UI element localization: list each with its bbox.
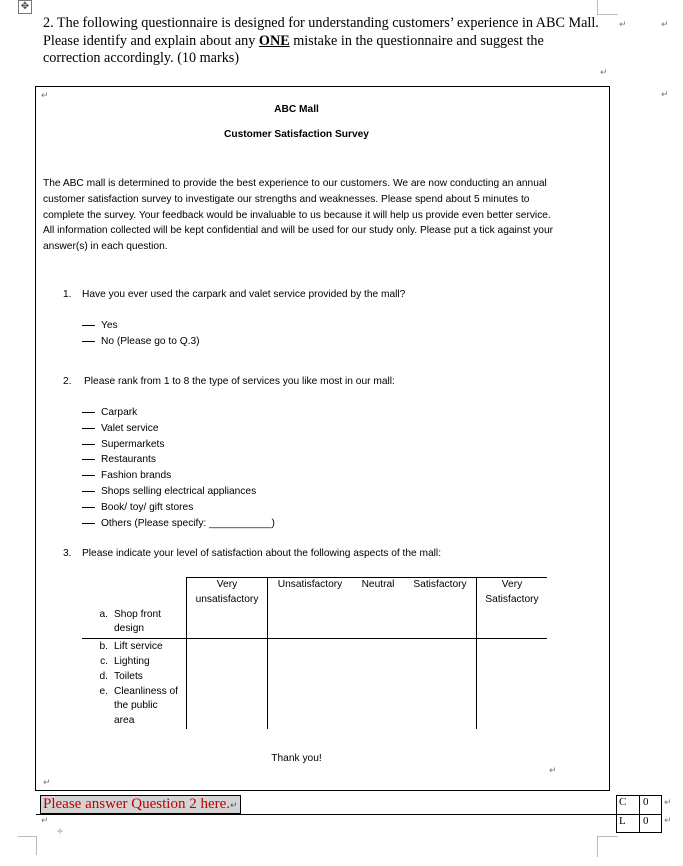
option-item[interactable]: No (Please go to Q.3) — [82, 334, 200, 350]
question-prefix: 2. The following questionnaire is designed for understanding customers’ experience in ABC Mall. Please identify and explain about any — [43, 15, 599, 49]
tick-blank[interactable] — [82, 325, 95, 326]
scale-header: Satisfactory — [404, 578, 477, 608]
aspect-cell: b. Lift service c. Lighting d. Toilets e. Cleanliness of the public area — [99, 641, 178, 727]
aspect-cell: a. Shop front design — [82, 608, 187, 639]
crop-mark-bottom-right — [597, 836, 618, 857]
q3-number: 3. — [63, 548, 72, 559]
option-item[interactable]: Carpark — [82, 405, 275, 421]
rank-blank[interactable] — [82, 507, 95, 508]
rating-cell[interactable] — [187, 639, 268, 729]
q2-text: Please rank from 1 to 8 the type of services you like most in our mall: — [84, 376, 395, 387]
margin-row-c: C 0 — [617, 796, 661, 815]
satisfaction-table — [82, 577, 547, 729]
margin-row-l: L 0 — [617, 815, 661, 833]
table-header-row — [82, 578, 547, 608]
rating-cell[interactable] — [352, 608, 404, 639]
rating-cell[interactable] — [268, 639, 353, 729]
rating-cell[interactable] — [187, 608, 268, 639]
scale-header: Very unsatisfactory — [187, 578, 268, 608]
table-row — [82, 639, 547, 729]
rank-blank[interactable] — [82, 491, 95, 492]
rating-cell[interactable] — [404, 608, 477, 639]
table-move-handle-icon[interactable]: ✥ — [18, 0, 32, 14]
q1-text: Have you ever used the carpark and valet service provided by the mall? — [82, 289, 406, 300]
table-corner-cell — [82, 578, 187, 608]
q1-options — [82, 318, 200, 350]
question-prompt — [43, 15, 603, 68]
paragraph-mark: ↵ — [619, 20, 627, 30]
closing-text: Thank you! — [271, 753, 322, 764]
tick-blank[interactable] — [82, 341, 95, 342]
rating-cell[interactable] — [268, 608, 353, 639]
scale-header: Neutral — [352, 578, 404, 608]
rank-blank[interactable] — [82, 412, 95, 413]
scale-header: Very Satisfactory — [477, 578, 548, 608]
crop-mark-bottom-left — [18, 836, 37, 855]
q2-options — [82, 405, 275, 531]
row-insert-icon[interactable]: + — [56, 824, 64, 838]
paragraph-mark: ↵ — [41, 816, 49, 826]
rank-blank[interactable] — [82, 475, 95, 476]
rating-cell[interactable] — [404, 639, 477, 729]
paragraph-mark: ↵ — [549, 766, 557, 776]
aspect-column-edge — [186, 712, 187, 726]
q1-number: 1. — [63, 289, 72, 300]
option-item[interactable]: Valet service — [82, 421, 275, 437]
option-item[interactable]: Fashion brands — [82, 468, 275, 484]
table-row — [82, 608, 547, 639]
paragraph-mark: ↵ — [600, 68, 608, 78]
rating-cell[interactable] — [477, 639, 548, 729]
paragraph-mark: ↵ — [661, 90, 669, 100]
option-item[interactable]: Others (Please specify: ___________) — [82, 516, 275, 532]
scale-header: Unsatisfactory — [268, 578, 353, 608]
option-item[interactable]: Shops selling electrical appliances — [82, 484, 275, 500]
option-item[interactable]: Book/ toy/ gift stores — [82, 500, 275, 516]
paragraph-mark: ↵ — [43, 778, 51, 788]
survey-title: Customer Satisfaction Survey — [224, 129, 369, 140]
paragraph-mark: ↵ — [41, 91, 49, 101]
rank-blank[interactable] — [82, 428, 95, 429]
rating-cell[interactable] — [352, 639, 404, 729]
option-item[interactable]: Supermarkets — [82, 437, 275, 453]
survey-org: ABC Mall — [274, 104, 319, 115]
margin-cells — [616, 795, 662, 833]
rating-cell[interactable] — [477, 608, 548, 639]
q3-text: Please indicate your level of satisfaction about the following aspects of the mall: — [82, 548, 442, 559]
question-suffix: mistake in the questionnaire and suggest the correction accordingly. (10 marks) — [43, 32, 544, 67]
rank-blank[interactable] — [82, 459, 95, 460]
answer-row-line — [36, 814, 616, 815]
survey-intro: The ABC mall is determined to provide the best experience to our customers. We are now conducting an annual customer satisfaction survey to investigate our strengths and weaknesses. Please spend about 5 minutes to complete the survey. Your feedback would be invaluable to us because it will help us provide even better service. All information collected will be kept confidential and will be used for our study only. Please put a tick against your answer(s) in each question. — [43, 178, 554, 253]
paragraph-mark: ↵ — [661, 20, 669, 30]
paragraph-mark: ↵ — [664, 816, 672, 826]
option-item[interactable]: Restaurants — [82, 452, 275, 468]
answer-field[interactable]: Please answer Question 2 here.↵ — [40, 795, 241, 814]
rank-blank[interactable] — [82, 523, 95, 524]
crop-mark-top-right — [597, 0, 618, 15]
paragraph-mark: ↵ — [664, 798, 672, 808]
question-emphasis: ONE — [258, 32, 290, 49]
q2-number: 2. — [63, 376, 72, 387]
option-item[interactable]: Yes — [82, 318, 200, 334]
rank-blank[interactable] — [82, 444, 95, 445]
